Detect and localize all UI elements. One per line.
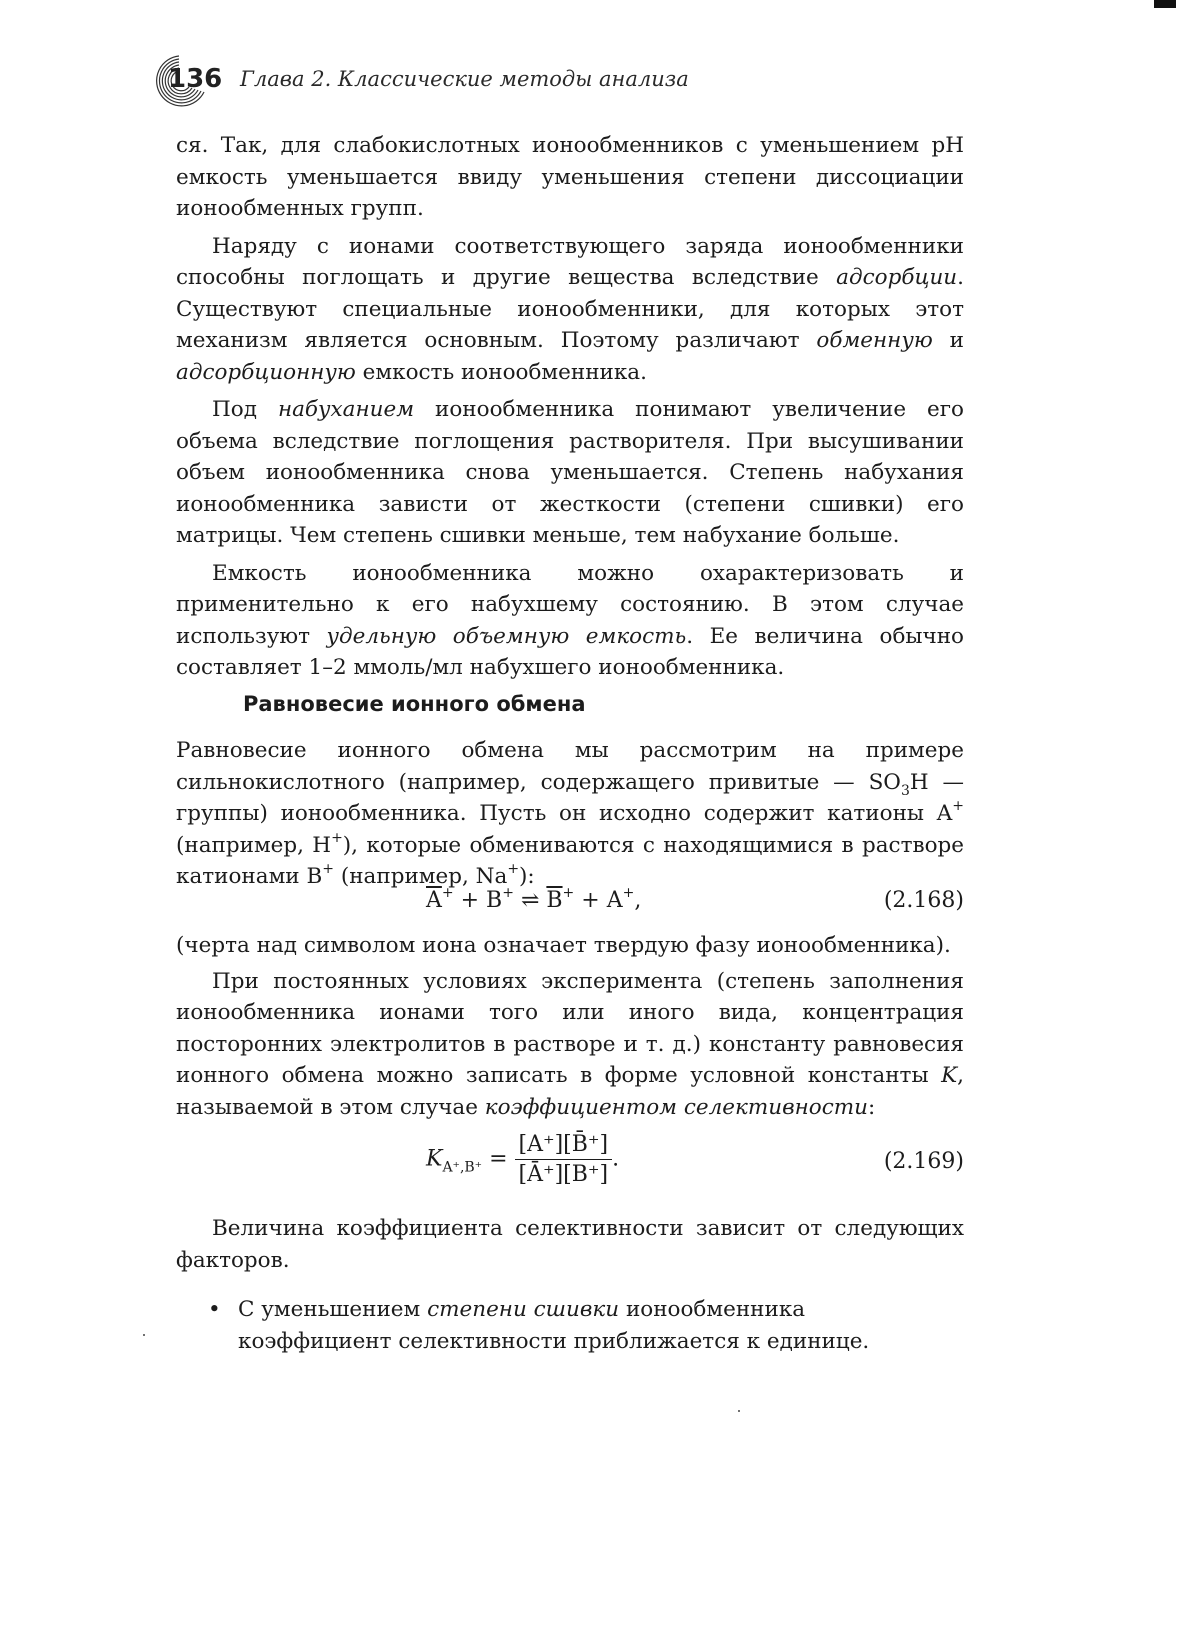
- equation-body: $K_{A^+,B^+}$ = $\frac{[A^+][B̄^+]}{[Ā^+][B^+]}$ .: [426, 1132, 620, 1187]
- page-number: 136: [168, 64, 223, 94]
- equation-number: (2.169): [883, 1149, 964, 1174]
- scan-speck: [738, 1410, 740, 1412]
- body-text-bottom: [176, 1213, 964, 1276]
- bullet-icon: •: [208, 1297, 221, 1322]
- paragraph: При постоянных условиях эксперимента (степень заполнения ионообменника ионами того или иного вида, концентрация посторонних электролитов в растворе и т. д.) константу равновесия ионного обмена можно записать в форме условной константы K, называемой в этом случае коэффициентом селективности:: [176, 968, 964, 1120]
- body-text-top: [176, 130, 964, 684]
- body-text-middle: [176, 930, 964, 1123]
- list-item: [208, 1294, 964, 1357]
- paragraph: Емкость ионообменника можно охарактеризовать и применительно к его набухшему состоянию. В этом случае используют удельную объемную емкость. Ее величина обычно составляет 1–2 ммоль/мл набухшего ионообменника.: [176, 560, 964, 680]
- equation-body: $\overline{A}^+ + B^+$ ⇌ $\overline{B}^+ + A^+$,: [426, 885, 642, 913]
- paragraph: Наряду с ионами соответствующего заряда ионообменники способны поглощать и другие вещества вследствие адсорбции. Существуют специальные ионообменники, для которых этот механизм является основным. Поэтому различают обменную и адсорбционную емкость ионообменника.: [176, 233, 964, 385]
- body-text-section: [176, 735, 964, 893]
- equation-2-168: [176, 885, 964, 932]
- paragraph: Равновесие ионного обмена мы рассмотрим на примере сильнокислотного (например, содержащего привитые — $SO_3H$ — группы) ионообменника. Пусть он исходно содержит катионы A+ (например, H+), которые обмениваются с находящимися в растворе катионами B+ (например, Na+):: [176, 738, 965, 889]
- equation-2-169: [176, 1128, 964, 1194]
- paragraph: Величина коэффициента селективности зависит от следующих факторов.: [176, 1216, 964, 1273]
- scan-mark: [1154, 0, 1176, 8]
- scan-speck: [143, 1334, 145, 1336]
- list-item-text: С уменьшением степени сшивки ионообменника коэффициент селективности приближается к единице.: [238, 1297, 870, 1354]
- section-heading: Равновесие ионного обмена: [243, 692, 586, 716]
- running-head: Глава 2. Классические методы анализа: [240, 67, 689, 91]
- equation-number: (2.168): [883, 888, 964, 913]
- paragraph: ся. Так, для слабокислотных ионообменников с уменьшением pH емкость уменьшается ввиду уменьшения степени диссоциации ионообменных групп.: [176, 133, 964, 221]
- page-header: [150, 52, 970, 112]
- paragraph: Под набуханием ионообменника понимают увеличение его объема вследствие поглощения растворителя. При высушивании объем ионообменника снова уменьшается. Степень набухания ионообменника зависти от жесткости (степени сшивки) его матрицы. Чем степень сшивки меньше, тем набухание больше.: [176, 397, 964, 548]
- paragraph: (черта над символом иона означает твердую фазу ионообменника).: [176, 933, 951, 958]
- selectivity-fraction: $\frac{[A^+][B̄^+]}{[Ā^+][B^+]}$: [515, 1132, 613, 1187]
